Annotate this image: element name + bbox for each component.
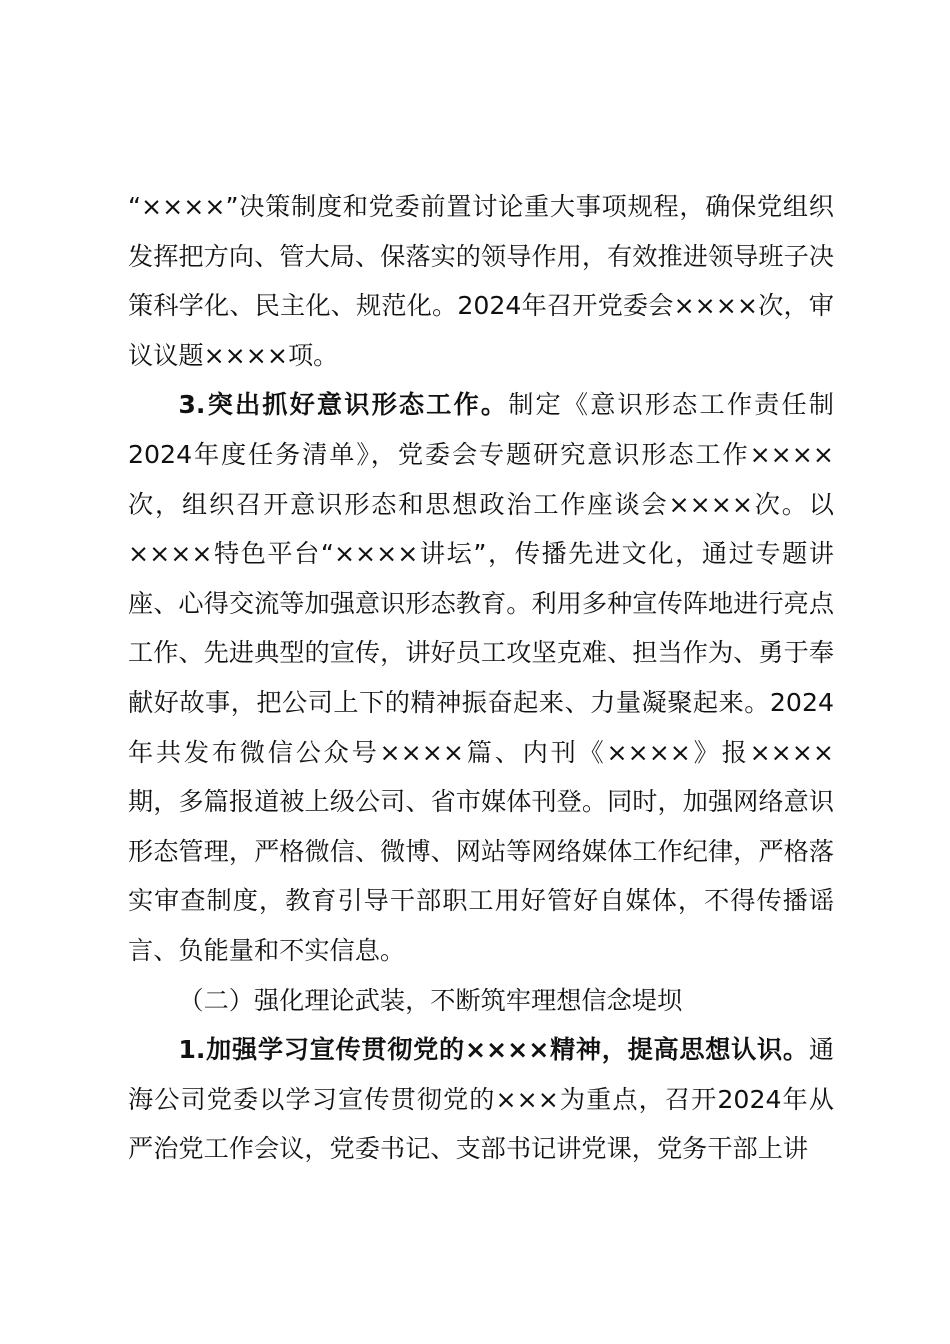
paragraph-text: 通海公司党委以学习宣传贯彻党的×××为重点，召开2024年从严治党工作会议，党委书记、支部书记讲党课，党务干部上讲 xyxy=(128,1035,834,1164)
section-lead-title: 3.突出抓好意识形态工作。 xyxy=(178,390,509,420)
paragraph-text: 制定《意识形态工作责任制2024年度任务清单》，党委会专题研究意识形态工作××××次，组织召开意识形态和思想政治工作座谈会××××次。以××××特色平台“××××讲坛”，传播先进文化，通过专题讲座、心得交流等加强意识形态教育。利用多种宣传阵地进行亮点工作、先进典型的宣传，讲好员工攻坚克难、担当作为、勇于奉献好故事，把公司上下的精神振奋起来、力量凝聚起来。2024年共发布微信公众号××××篇、内刊《××××》报××××期，多篇报道被上级公司、省市媒体刊登。同时，加强网络意识形态管理，严格微信、微博、网站等网络媒体工作纪律，严格落实审查制度，教育引导干部职工用好管好自媒体，不得传播谣言、负能量和不实信息。 xyxy=(128,390,834,965)
paragraph-decision-system xyxy=(128,182,834,380)
section-lead-title: 1.加强学习宣传贯彻党的××××精神，提高思想认识。 xyxy=(178,1035,809,1065)
section-heading-text: （二）强化理论武装，不断筑牢理想信念堤坝 xyxy=(178,985,683,1015)
paragraph-text: “××××”决策制度和党委前置讨论重大事项规程，确保党组织发挥把方向、管大局、保落实的领导作用，有效推进领导班子决策科学化、民主化、规范化。2024年召开党委会××××次，审议议题××××项。 xyxy=(128,192,834,370)
section-heading xyxy=(128,976,834,1026)
paragraph-study-spirit xyxy=(128,1025,834,1174)
paragraph-ideology-work xyxy=(128,380,834,975)
document-body xyxy=(128,182,834,1174)
